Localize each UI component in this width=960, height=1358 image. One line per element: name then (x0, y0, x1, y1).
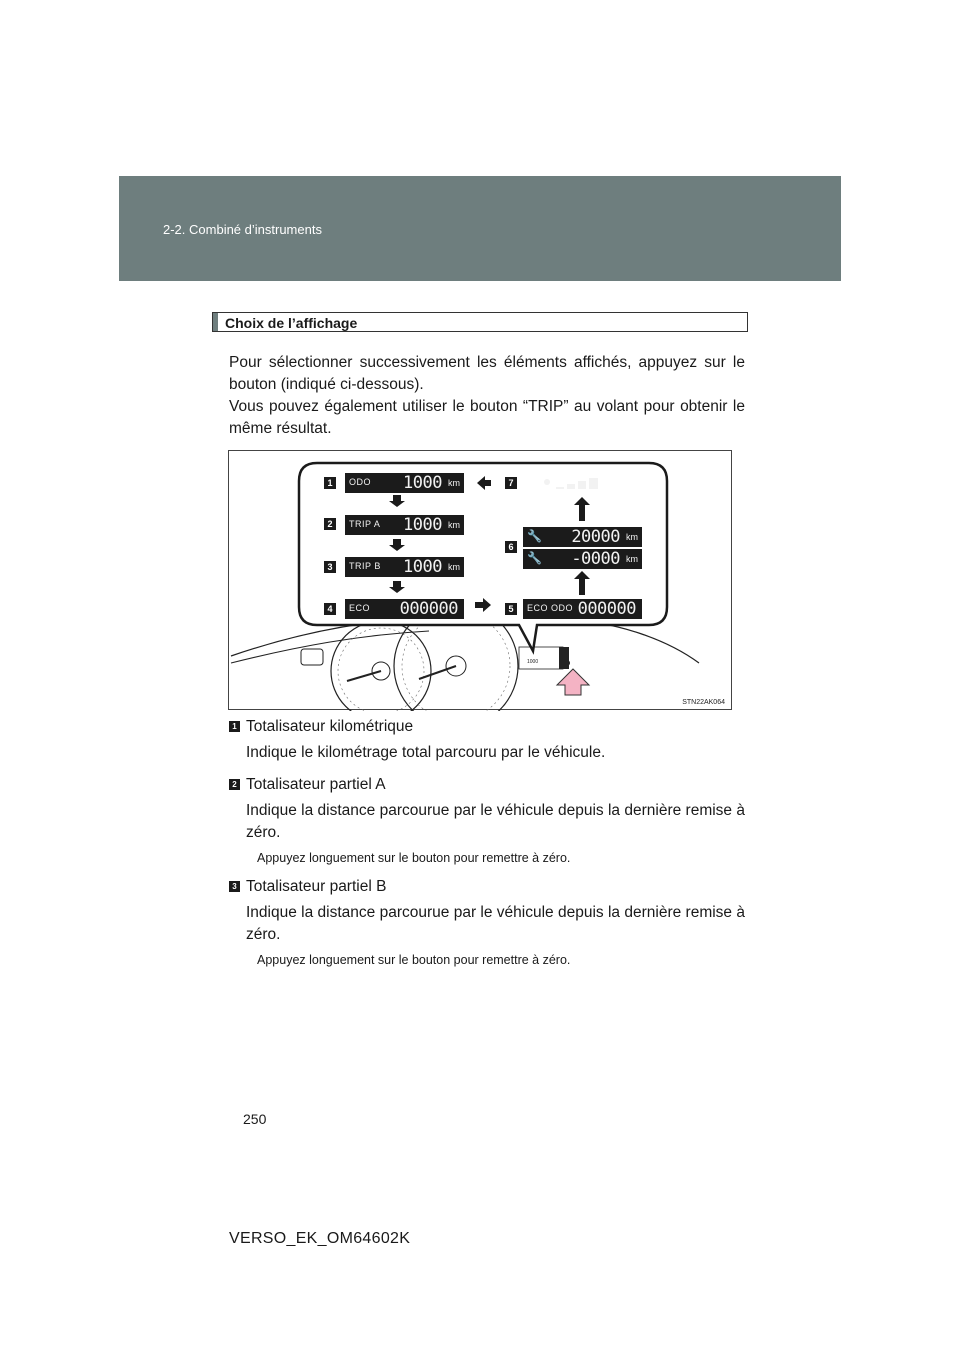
screen-label: TRIP B (349, 561, 381, 571)
item-note: Appuyez longuement sur le bouton pour remettre à zéro. (257, 851, 571, 865)
marker-2: 2 (324, 518, 336, 530)
item-marker: 2 (229, 779, 240, 790)
screen-value: 000000 (399, 599, 458, 619)
screen-value: 1000 (403, 557, 442, 577)
section-title: Choix de l’affichage (225, 315, 358, 331)
intro-text (229, 352, 745, 440)
screen-value: 1000 (403, 515, 442, 535)
section-heading (212, 312, 748, 332)
display-cycle-figure (228, 450, 732, 710)
item-desc: Indique la distance parcourue par le véhicule depuis la dernière remise à zéro. (246, 904, 745, 943)
marker-6: 6 (505, 541, 517, 553)
screen-unit: km (626, 532, 638, 542)
section-marker (213, 313, 218, 331)
wrench-icon: 🔧 (527, 551, 543, 565)
screen-value: 20000 (571, 527, 620, 547)
figure-drawing (229, 451, 733, 711)
screen-trip-a (345, 515, 464, 535)
marker-1: 1 (324, 477, 336, 489)
screen-label: ECO (349, 603, 371, 613)
wrench-icon: 🔧 (527, 529, 543, 543)
screen-value: -0000 (571, 549, 620, 569)
document-code: VERSO_EK_OM64602K (229, 1230, 411, 1247)
item-title: Totalisateur partiel B (246, 878, 387, 895)
item-title: Totalisateur kilométrique (246, 718, 414, 735)
chapter-title: 2-2. Combiné d’instruments (163, 222, 322, 237)
screen-maintenance-reset (523, 549, 642, 569)
screen-unit: km (448, 478, 460, 488)
marker-5: 5 (505, 603, 517, 615)
screen-unit: km (448, 562, 460, 572)
item-marker: 1 (229, 721, 240, 732)
page-number: 250 (243, 1111, 267, 1127)
screen-brightness (523, 473, 642, 493)
screen-value: 1000 (403, 473, 442, 493)
screen-odo (345, 473, 464, 493)
item-desc: Indique le kilométrage total parcouru par le véhicule. (246, 744, 606, 761)
screen-unit: km (626, 554, 638, 564)
figure-code: STN22AK064 (682, 699, 725, 706)
cluster-display (519, 647, 563, 669)
marker-7: 7 (505, 477, 517, 489)
intro-paragraph-2: Vous pouvez également utiliser le bouton “TRIP” au volant pour obtenir le même résultat. (229, 398, 745, 437)
screen-eco-odo (523, 599, 642, 619)
screen-label: ODO (349, 477, 372, 487)
screen-eco (345, 599, 464, 619)
marker-3: 3 (324, 561, 336, 573)
item-title: Totalisateur partiel A (246, 776, 386, 793)
screen-value: 000000 (577, 599, 636, 619)
screen-label: ECO ODO (527, 603, 574, 613)
screen-label: TRIP A (349, 519, 381, 529)
screen-trip-b (345, 557, 464, 577)
button-pointer-arrow (557, 669, 589, 695)
cluster-odo-value: 1000 (527, 659, 539, 665)
item-note: Appuyez longuement sur le bouton pour remettre à zéro. (257, 953, 571, 967)
screen-maintenance (523, 527, 642, 547)
marker-4: 4 (324, 603, 336, 615)
page-header (119, 176, 841, 281)
item-marker: 3 (229, 881, 240, 892)
item-desc: Indique la distance parcourue par le véhicule depuis la dernière remise à zéro. (246, 802, 745, 841)
screen-unit: km (448, 520, 460, 530)
intro-paragraph-1: Pour sélectionner successivement les éléments affichés, appuyez sur le bouton (indiqué ci-dessous). (229, 354, 745, 393)
